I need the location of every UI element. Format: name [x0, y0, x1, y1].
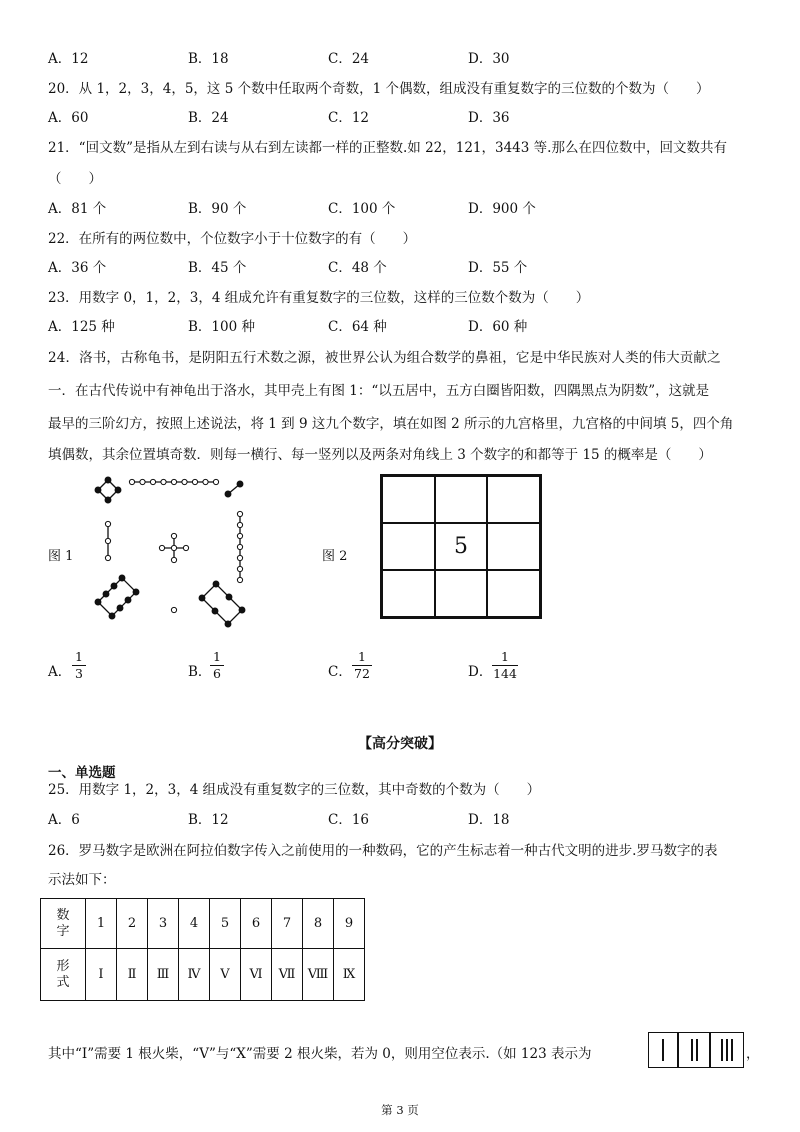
- matchstick-box-1: [648, 1032, 678, 1068]
- q22-option-d: D．55 个: [468, 260, 528, 276]
- grid-cell: [487, 523, 540, 570]
- q25-option-a: A．6: [48, 812, 80, 828]
- q21-stem-line1: 21．“回文数”是指从左到右读与从右到左读都一样的正整数.如 22，121，3443 等.那么在四位数中，回文数共有: [48, 140, 727, 156]
- q23-option-d: D．60 种: [468, 319, 528, 335]
- q25-option-b: B．12: [188, 812, 229, 828]
- q20-option-b: B．24: [188, 110, 229, 126]
- q23-stem: 23．用数字 0，1，2，3，4 组成允许有重复数字的三位数，这样的三位数个数为（ ）: [48, 290, 590, 306]
- table-cell: 2: [117, 899, 148, 949]
- fraction-numerator: 1: [75, 649, 83, 664]
- q24-option-b-prefix: B．: [188, 664, 212, 680]
- q20-option-d: D．36: [468, 110, 510, 126]
- table-cell: Ⅰ: [86, 949, 117, 1001]
- q24-stem-line2: 一．在古代传说中有神龟出于洛水，其甲壳上有图 1：“以五居中，五方白圈皆阳数，四隅黑点为阴数”，这就是: [48, 383, 710, 399]
- matchstick-box-2: [678, 1032, 710, 1068]
- q24-stem-line4: 填偶数，其余位置填奇数．则每一横行、每一竖列以及两条对角线上 3 个数字的和都等于 15 的概率是（ ）: [48, 447, 712, 463]
- grid-cell: [435, 476, 488, 523]
- roman-numeral-table: [40, 898, 365, 1001]
- table-header-form: [41, 949, 86, 1001]
- grid-cell: [487, 476, 540, 523]
- figure2-label: 图 2: [322, 549, 348, 564]
- header-char: 字: [56, 923, 70, 939]
- q24-stem-line3: 最早的三阶幻方，按照上述说法，将 1 到 9 这九个数字，填在如图 2 所示的九宫格里，九宫格的中间填 5，四个角: [48, 416, 734, 432]
- table-cell: 1: [86, 899, 117, 949]
- grid-cell: [382, 523, 435, 570]
- table-cell: 4: [179, 899, 210, 949]
- figure1-label: 图 1: [48, 549, 74, 564]
- table-cell: Ⅳ: [179, 949, 210, 1001]
- q19-option-d: D．30: [468, 51, 510, 67]
- q25-option-d: D．18: [468, 812, 510, 828]
- subsection-title: 一、单选题: [48, 765, 116, 781]
- q23-option-a: A．125 种: [48, 319, 115, 335]
- fraction-denominator: 3: [75, 666, 83, 681]
- grid-cell: [487, 570, 540, 617]
- header-char: 形: [56, 958, 70, 974]
- table-cell: Ⅶ: [272, 949, 303, 1001]
- q21-option-a: A．81 个: [48, 201, 107, 217]
- table-header-digit: [41, 899, 86, 949]
- nine-palace-grid: [380, 474, 542, 619]
- q24-stem-line1: 24．洛书，古称龟书，是阴阳五行术数之源，被世界公认为组合数学的鼻祖，它是中华民族对人类的伟大贡献之: [48, 350, 721, 366]
- q26-line3-end: ，: [746, 1046, 760, 1062]
- grid-cell: [382, 570, 435, 617]
- grid-cell: [435, 570, 488, 617]
- fraction-numerator: 1: [358, 649, 366, 664]
- q24-option-a-fraction: [72, 650, 86, 681]
- q21-option-d: D．900 个: [468, 201, 536, 217]
- q22-option-c: C．48 个: [328, 260, 387, 276]
- table-cell: 9: [334, 899, 365, 949]
- q24-option-d-prefix: D．: [468, 664, 493, 680]
- luoshu-figure: [88, 474, 258, 634]
- q23-option-b: B．100 种: [188, 319, 255, 335]
- table-cell: Ⅱ: [117, 949, 148, 1001]
- q23-option-c: C．64 种: [328, 319, 387, 335]
- q26-stem-line1: 26．罗马数字是欧洲在阿拉伯数字传入之前使用的一种数码，它的产生标志着一种古代文明的进步.罗马数字的表: [48, 843, 718, 859]
- table-cell: 8: [303, 899, 334, 949]
- table-cell: 7: [272, 899, 303, 949]
- q21-stem-line2: （ ）: [48, 171, 102, 187]
- q24-option-c-prefix: C．: [328, 664, 352, 680]
- fraction-numerator: 1: [213, 649, 221, 664]
- table-row-forms: [41, 949, 365, 1001]
- section-title: 【高分突破】: [358, 736, 442, 752]
- q19-option-c: C．24: [328, 51, 370, 67]
- q24-option-c-fraction: [352, 650, 372, 681]
- table-cell: Ⅲ: [148, 949, 179, 1001]
- table-cell: Ⅴ: [210, 949, 241, 1001]
- grid-cell: [382, 476, 435, 523]
- table-cell: 3: [148, 899, 179, 949]
- q20-stem: 20．从 1，2，3，4，5，这 5 个数中任取两个奇数，1 个偶数，组成没有重复数字的三位数的个数为（ ）: [48, 81, 710, 97]
- fraction-denominator: 144: [493, 666, 517, 681]
- table-cell: Ⅸ: [334, 949, 365, 1001]
- q21-option-c: C．100 个: [328, 201, 396, 217]
- q21-option-b: B．90 个: [188, 201, 247, 217]
- q25-stem: 25．用数字 1，2，3，4 组成没有重复数字的三位数，其中奇数的个数为（ ）: [48, 782, 541, 798]
- page-footer: 第 3 页: [381, 1103, 419, 1117]
- q24-option-b-fraction: [210, 650, 224, 681]
- table-cell: 5: [210, 899, 241, 949]
- grid-center-cell: 5: [435, 523, 488, 570]
- matchstick-box-3: [710, 1032, 744, 1068]
- q22-option-b: B．45 个: [188, 260, 247, 276]
- table-row-digits: [41, 899, 365, 949]
- fraction-numerator: 1: [501, 649, 509, 664]
- q22-stem: 22．在所有的两位数中，个位数字小于十位数字的有（ ）: [48, 231, 417, 247]
- q22-option-a: A．36 个: [48, 260, 107, 276]
- q24-option-a-prefix: A．: [48, 664, 72, 680]
- q25-option-c: C．16: [328, 812, 370, 828]
- header-char: 式: [56, 974, 70, 990]
- header-char: 数: [56, 907, 70, 923]
- q19-option-b: B．18: [188, 51, 229, 67]
- q20-option-c: C．12: [328, 110, 370, 126]
- fraction-denominator: 72: [354, 666, 370, 681]
- q26-stem-line2: 示法如下：: [48, 872, 116, 888]
- q19-option-a: A．12: [48, 51, 89, 67]
- q20-option-a: A．60: [48, 110, 89, 126]
- table-cell: Ⅷ: [303, 949, 334, 1001]
- q26-stem-line3: 其中“Ⅰ”需要 1 根火柴，“Ⅴ”与“Ⅹ”需要 2 根火柴，若为 0，则用空位表示.（如 123 表示为: [48, 1046, 592, 1062]
- table-cell: 6: [241, 899, 272, 949]
- fraction-denominator: 6: [213, 666, 221, 681]
- table-cell: Ⅵ: [241, 949, 272, 1001]
- q24-option-d-fraction: [492, 650, 518, 681]
